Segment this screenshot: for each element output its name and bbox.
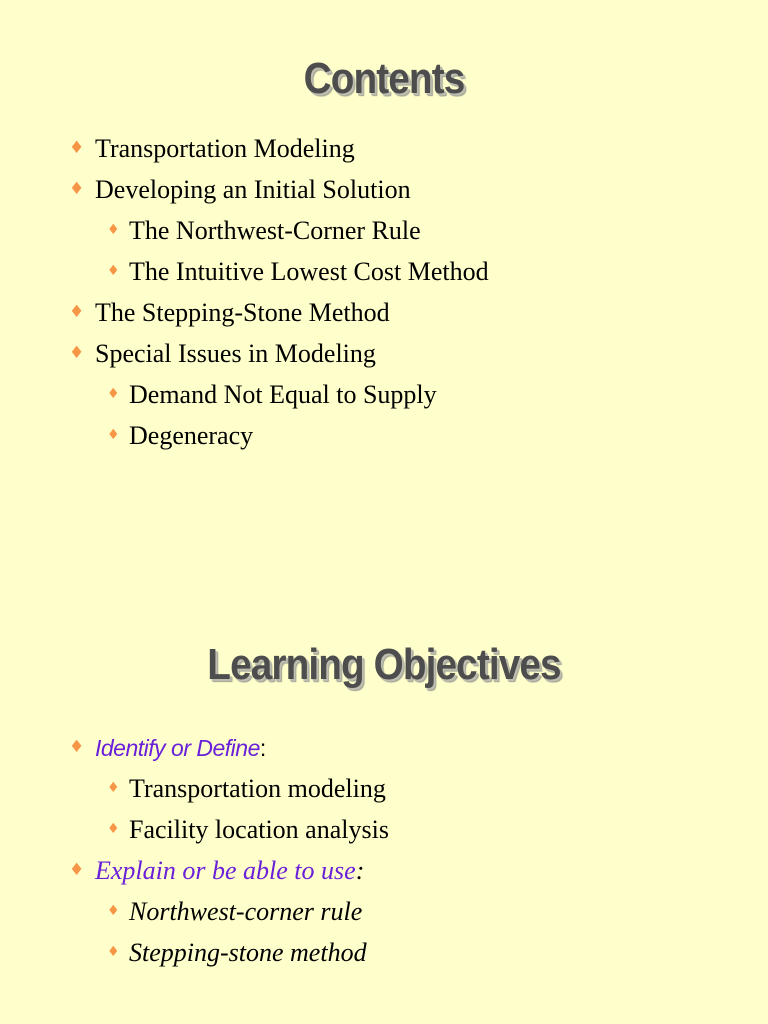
identify-heading: Identify or Define — [95, 735, 260, 761]
list-item-text: Transportation Modeling — [95, 134, 355, 163]
list-item — [0, 333, 768, 374]
list-item-text: Special Issues in Modeling — [95, 339, 376, 368]
identify-colon: : — [259, 735, 267, 761]
diamond-bullet-icon: ♦ — [69, 343, 85, 363]
diamond-bullet-icon: ♦ — [107, 821, 120, 837]
list-item-text: Stepping-stone method — [129, 938, 367, 967]
diamond-bullet-icon: ♦ — [107, 780, 120, 796]
diamond-bullet-icon: ♦ — [69, 302, 85, 322]
list-item — [0, 809, 768, 850]
diamond-bullet-icon: ♦ — [107, 903, 120, 919]
diamond-bullet-icon: ♦ — [107, 386, 120, 402]
list-item-text: Demand Not Equal to Supply — [129, 380, 437, 409]
diamond-bullet-icon: ♦ — [107, 944, 120, 960]
list-item — [0, 768, 768, 809]
list-item — [0, 374, 768, 415]
list-item-text: The Intuitive Lowest Cost Method — [129, 257, 489, 286]
diamond-bullet-icon: ♦ — [69, 179, 85, 199]
diamond-bullet-icon: ♦ — [107, 427, 120, 443]
list-item-text: Transportation modeling — [129, 774, 386, 803]
contents-list — [0, 128, 768, 456]
diamond-bullet-icon: ♦ — [69, 138, 85, 158]
list-item-text: Degeneracy — [129, 421, 254, 450]
list-item — [0, 128, 768, 169]
objectives-title: Learning Objectives — [207, 640, 561, 689]
list-item-text: Northwest-corner rule — [129, 897, 363, 926]
list-item — [0, 415, 768, 456]
diamond-bullet-icon: ♦ — [69, 860, 85, 880]
diamond-bullet-icon: ♦ — [107, 263, 120, 279]
list-item — [0, 169, 768, 210]
list-item — [0, 850, 768, 891]
objectives-list — [0, 727, 768, 973]
diamond-bullet-icon: ♦ — [107, 222, 120, 238]
explain-heading: Explain or be able to use — [95, 856, 356, 885]
diamond-bullet-icon: ♦ — [69, 737, 85, 757]
list-item — [0, 891, 768, 932]
list-item-text: The Stepping-Stone Method — [95, 298, 390, 327]
list-item — [0, 210, 768, 251]
list-item — [0, 292, 768, 333]
list-item — [0, 727, 768, 768]
list-item-text: Facility location analysis — [129, 815, 389, 844]
list-item — [0, 932, 768, 973]
list-item-text: The Northwest-Corner Rule — [129, 216, 421, 245]
explain-colon: : — [355, 856, 365, 885]
contents-title: Contents — [303, 54, 465, 103]
list-item-text: Developing an Initial Solution — [95, 175, 411, 204]
list-item — [0, 251, 768, 292]
objectives-slide — [0, 512, 768, 1024]
